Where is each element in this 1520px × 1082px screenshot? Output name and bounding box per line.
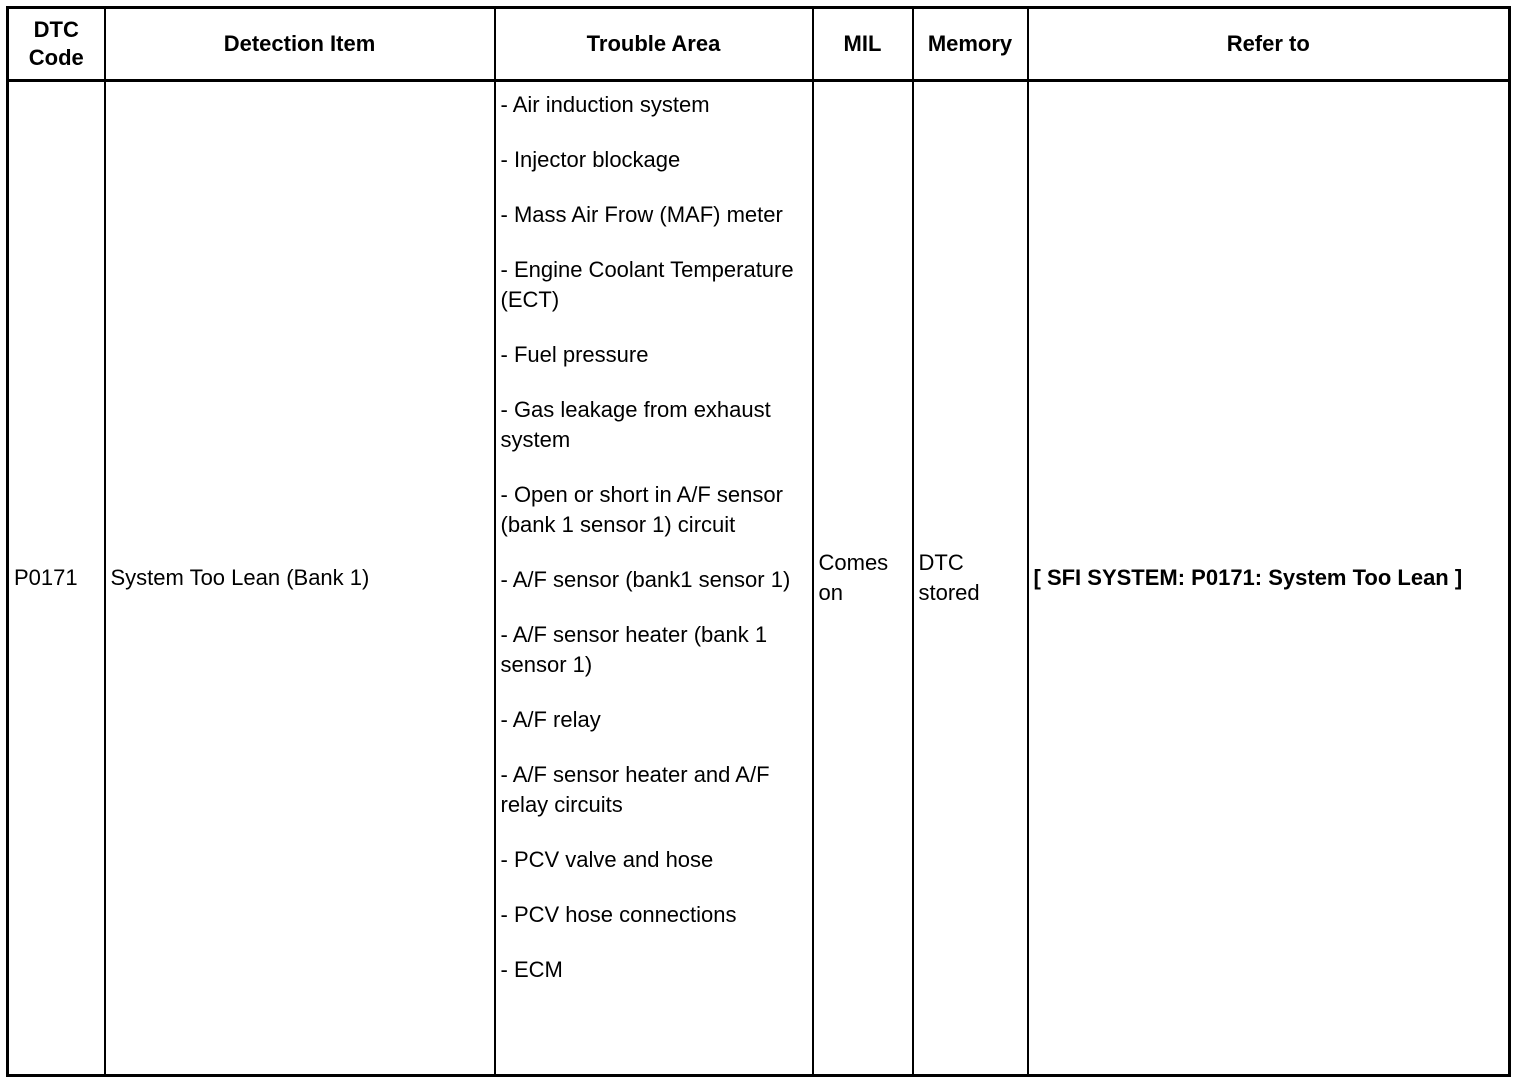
cell-dtc-code: P0171 <box>8 81 105 1076</box>
header-mil: MIL <box>813 8 913 81</box>
trouble-area-list <box>501 90 807 985</box>
header-dtc-code: DTC Code <box>8 8 105 81</box>
list-item: - Fuel pressure <box>500 342 649 367</box>
list-item: - A/F relay <box>500 707 601 732</box>
dtc-table <box>6 6 1511 1077</box>
list-item: - Engine Coolant Temperature (ECT) <box>500 257 794 312</box>
header-refer-to: Refer to <box>1028 8 1510 81</box>
cell-trouble-area <box>495 81 813 1076</box>
header-trouble-area: Trouble Area <box>495 8 813 81</box>
cell-detection-item: System Too Lean (Bank 1) <box>105 81 495 1076</box>
table-row <box>8 81 1510 1076</box>
cell-refer-to <box>1028 81 1510 1076</box>
header-detection-item: Detection Item <box>105 8 495 81</box>
header-memory: Memory <box>913 8 1028 81</box>
list-item: - Mass Air Frow (MAF) meter <box>500 202 783 227</box>
list-item: - ECM <box>500 957 563 982</box>
cell-memory: DTC stored <box>913 81 1028 1076</box>
list-item: - A/F sensor (bank1 sensor 1) <box>500 567 791 592</box>
list-item: - Open or short in A/F sensor (bank 1 sensor 1) circuit <box>500 482 783 537</box>
list-item: - PCV hose connections <box>500 902 737 927</box>
list-item: - A/F sensor heater and A/F relay circuits <box>500 762 770 817</box>
cell-mil: Comes on <box>813 81 913 1076</box>
refer-to-link[interactable]: [ SFI SYSTEM: P0171: System Too Lean ] <box>1033 565 1463 590</box>
header-row <box>8 8 1510 81</box>
list-item: - Gas leakage from exhaust system <box>500 397 771 452</box>
list-item: - Injector blockage <box>500 147 681 172</box>
list-item: - Air induction system <box>500 92 710 117</box>
list-item: - A/F sensor heater (bank 1 sensor 1) <box>500 622 768 677</box>
list-item: - PCV valve and hose <box>500 847 714 872</box>
